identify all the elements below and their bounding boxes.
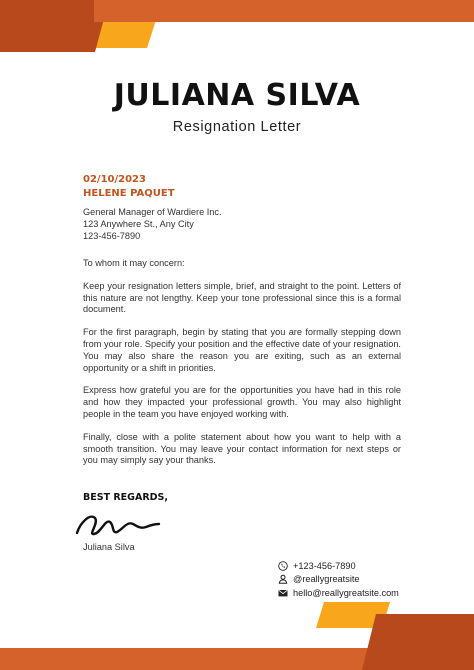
- contact-phone: [278, 559, 458, 572]
- recipient-block: [83, 173, 401, 242]
- letter-date: 02/10/2023: [83, 174, 146, 185]
- letter-body: [83, 258, 401, 478]
- closing-text: BEST REGARDS,: [83, 492, 168, 503]
- body-paragraph-3: Express how grateful you are for the opportunities you have had in this role and how they impacted your professional growth. You may also highlight people in the team you have enjoyed working with.: [83, 385, 401, 419]
- closing-block: [83, 492, 401, 504]
- signer-block: [83, 541, 401, 553]
- contact-social-text: @reallygreatsite: [293, 574, 360, 584]
- contact-email-text: hello@reallygreatsite.com: [293, 587, 399, 598]
- contact-email: [278, 586, 458, 599]
- contact-info: [278, 559, 458, 600]
- recipient-phone: 123-456-7890: [83, 231, 141, 241]
- signer-name: Juliana Silva: [83, 542, 135, 552]
- body-paragraph-2: For the first paragraph, begin by stating that you are formally stepping down from your role. Specify your position and the effective date of your resignation. You may also share the reason you are exiting, such as an external opportunity or a shift in priorities.: [83, 327, 401, 373]
- top-right-decoration: [94, 0, 474, 22]
- salutation: To whom it may concern:: [83, 258, 185, 268]
- signature-drawing: [74, 505, 164, 541]
- recipient-title: General Manager of Wardiere Inc.: [83, 207, 222, 217]
- body-paragraph-1: Keep your resignation letters simple, brief, and straight to the point. Letters of this nature are not lengthy. Keep your tone professional since this is a formal document.: [83, 280, 401, 315]
- body-paragraph-4: Finally, close with a polite statement about how you want to help with a smooth transition. You may leave your contact information for next steps or you may simply say your thanks.: [83, 431, 401, 466]
- letter-header: [0, 78, 474, 136]
- document-title: Resignation Letter: [172, 119, 302, 135]
- contact-phone-text: +123-456-7890: [293, 560, 356, 571]
- user-icon: [278, 574, 288, 584]
- bottom-right-decoration: [314, 602, 474, 670]
- recipient-address: 123 Anywhere St., Any City: [83, 219, 194, 229]
- sender-name: JULIANA SILVA: [113, 78, 361, 113]
- contact-social: [278, 573, 458, 586]
- recipient-name: HELENE PAQUET: [83, 188, 175, 199]
- phone-icon: [278, 561, 288, 571]
- envelope-icon: [278, 588, 288, 598]
